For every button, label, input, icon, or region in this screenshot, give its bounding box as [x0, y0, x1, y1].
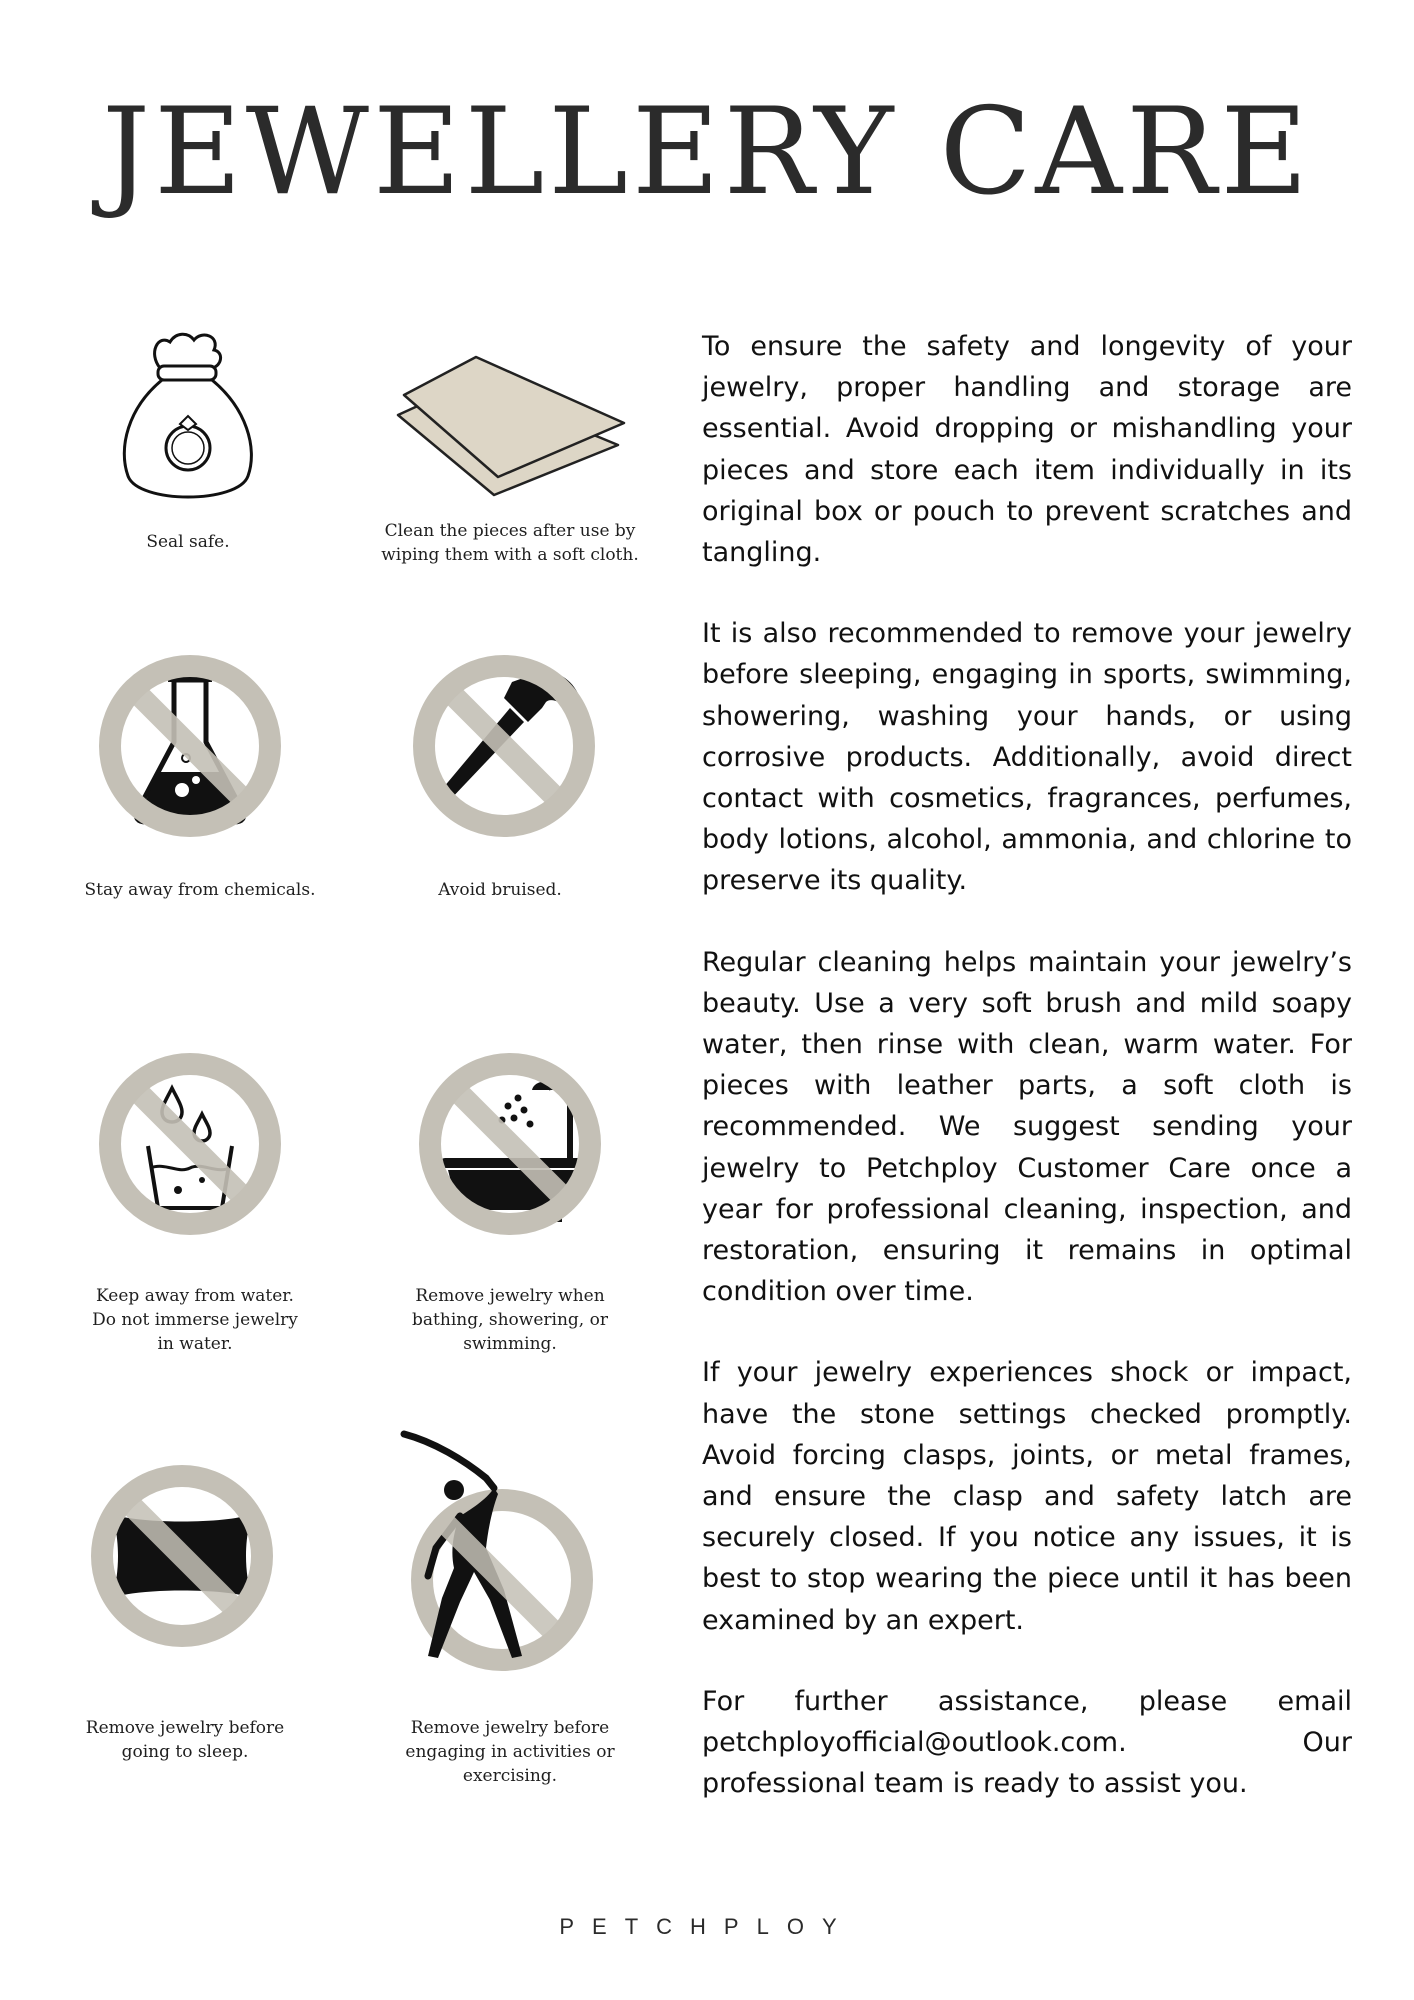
paragraph-removal: It is also recommended to remove your jewelry before sleeping, engaging in sports, swimming, showering, washing your hands, or using corrosive products. Additionally, avoid direct contact with cosmetics, fragrances, perfumes, body lotions, alcohol, ammonia, and chlorine to preserve its quality.: [702, 618, 1352, 897]
paragraph-cleaning: Regular cleaning helps maintain your jewelry’s beauty. Use a very soft brush and mild soapy water, then rinse with clean, warm water. For pieces with leather parts, a soft cloth is recommended. We suggest sending your jewelry to Petchploy Customer Care once a year for professional cleaning, inspection, and restoration, ensuring it remains in optimal condition over time.: [702, 946, 1352, 1308]
page-title: JEWELLERY CARE: [101, 83, 1313, 222]
icon-caption: Remove jewelry when bathing, showering, or swimming.: [412, 1286, 608, 1354]
no-hammer-icon: [400, 642, 608, 850]
icon-caption: Remove jewelry before going to sleep.: [85, 1718, 285, 1762]
brand-footer: PETCHPLOY: [559, 1914, 855, 1939]
icon-caption: Keep away from water. Do not immerse jewelry in water.: [92, 1286, 298, 1354]
paragraph-impact: If your jewelry experiences shock or impact, have the stone settings checked promptly. Avoid forcing clasps, joints, or metal frames, and ensure the clasp and safety latch are securely closed. If you notice any issues, it is best to stop wearing the piece until it has been examined by an expert.: [702, 1357, 1352, 1636]
icon-caption: Stay away from chemicals.: [84, 880, 316, 900]
no-exercise-icon: [394, 1430, 614, 1680]
icon-caption: Seal safe.: [146, 532, 230, 552]
paragraph-contact: For further assistance, please email petchployofficial@outlook.com. Our professional team is ready to assist you.: [702, 1685, 1352, 1800]
icon-caption: Remove jewelry before engaging in activities or exercising.: [405, 1718, 615, 1786]
icon-caption: Clean the pieces after use by wiping them with a soft cloth.: [381, 521, 639, 565]
paragraph-storage: To ensure the safety and longevity of your jewelry, proper handling and storage are essential. Avoid dropping or mishandling your pieces and store each item individually in its original box or pouch to prevent scratches and tangling.: [702, 331, 1352, 569]
care-instructions: [702, 326, 1352, 1845]
pouch-icon: [118, 328, 258, 508]
icon-caption: Avoid bruised.: [438, 880, 562, 900]
no-chemicals-icon: [86, 642, 294, 850]
cloth-icon: [390, 345, 630, 500]
no-water-icon: [86, 1040, 294, 1248]
no-bathing-icon: [406, 1040, 614, 1248]
no-sleep-icon: [78, 1452, 286, 1660]
